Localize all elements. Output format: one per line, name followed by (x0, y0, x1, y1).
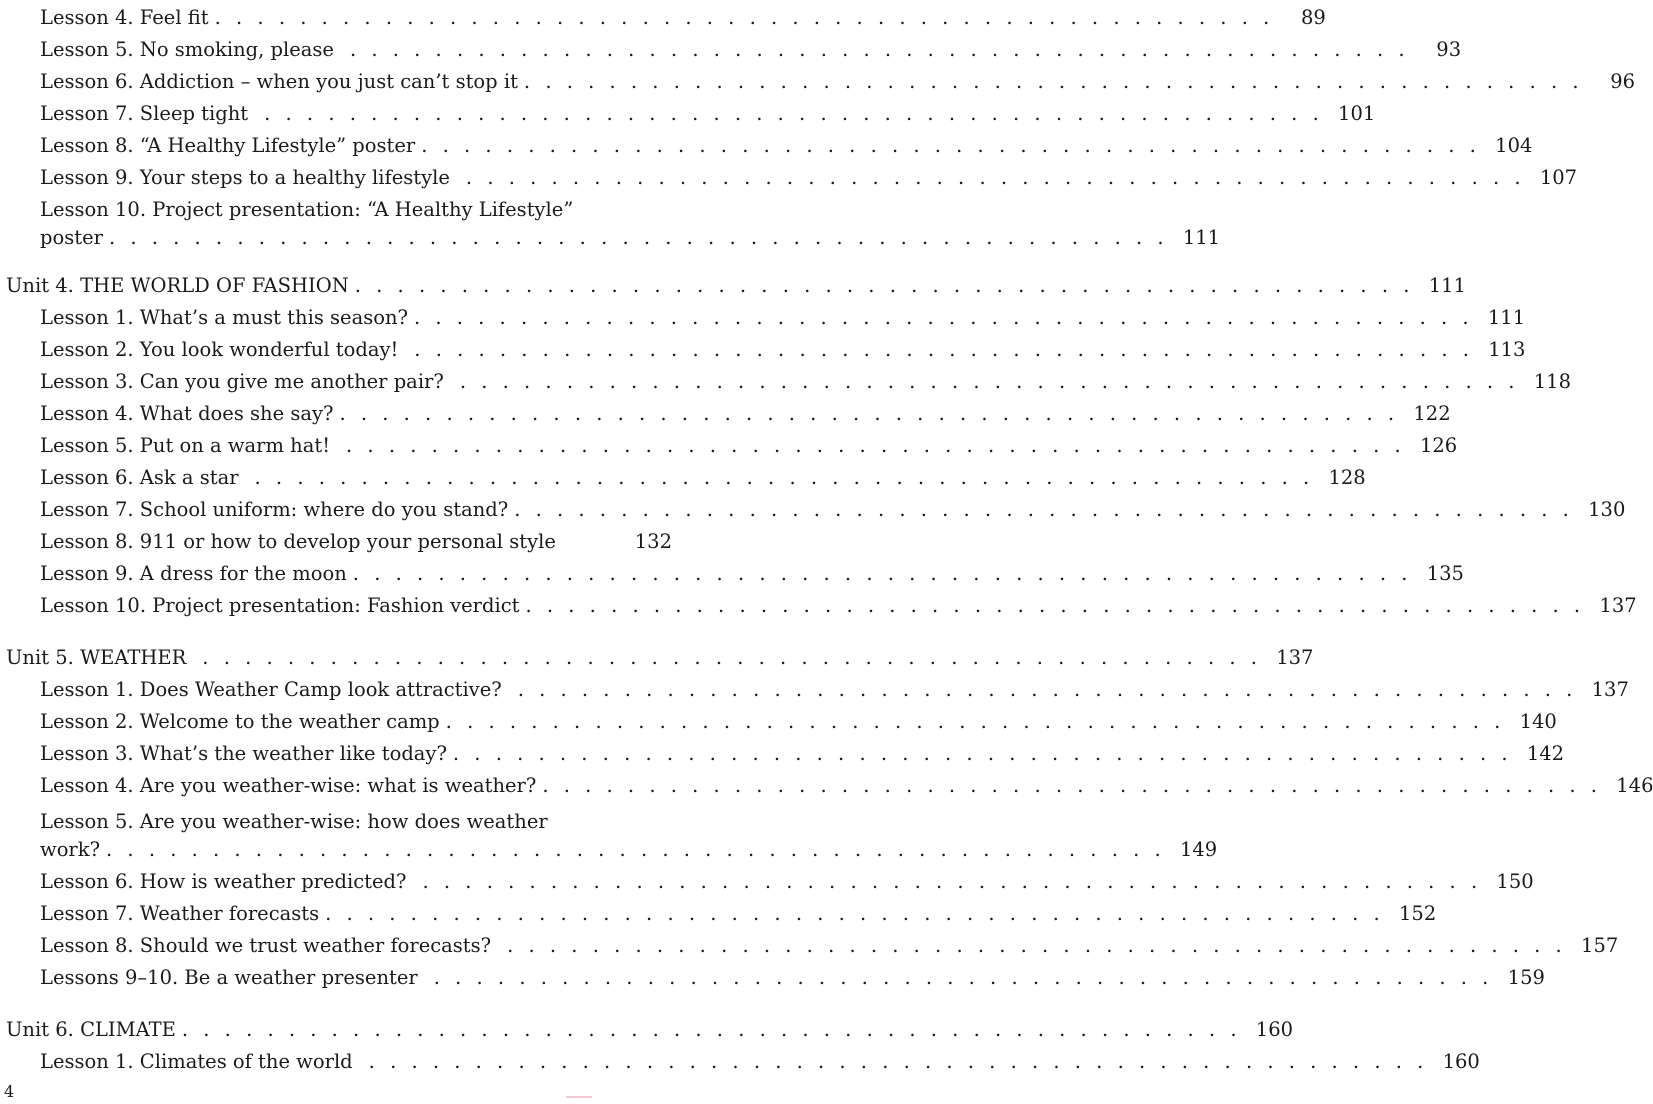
toc-entry-page: 89 (1300, 6, 1326, 29)
dot-leader: . . . . . . . . . . . . . . . . . . . . . . . . . . . . . . . . . . . . . . . . . . . . . . . . . . (264, 102, 1324, 125)
toc-entry-title: Lesson 6. Addiction – when you just can’t stop it (40, 70, 518, 93)
toc-entry-page: 152 (1399, 902, 1437, 925)
toc-entry-title: Lesson 1. Climates of the world (40, 1050, 353, 1073)
dot-leader: . . . . . . . . . . . . . . . . . . . . . . . . . . . . . . . . . . . . . . . . . . . . . . . . . . (433, 966, 1493, 989)
toc-entry-title: Lesson 4. Are you weather-wise: what is weather? (40, 774, 537, 797)
dot-leader: . . . . . . . . . . . . . . . . . . . . . . . . . . . . . . . . . . . . . . . . . . . . . . . . . . (517, 678, 1577, 701)
dot-leader: . . . . . . . . . . . . . . . . . . . . . . . . . . . . . . . . . . . . . . . . . . . . . . . . . . (202, 646, 1262, 669)
toc-entry-climate-lesson-1[interactable] (40, 1044, 1480, 1074)
toc-entry-lesson-7-sleep-tight[interactable] (40, 96, 1376, 126)
toc-entry-title: Lesson 2. Welcome to the weather camp (40, 710, 440, 733)
dot-leader: . . . . . . . . . . . . . . . . . . . . . . . . . . . . . . . . . . . . . . . . . . . . . . . . . . (106, 838, 1166, 861)
toc-entry-weather-lesson-7[interactable] (40, 896, 1437, 926)
toc-entry-fashion-lesson-5[interactable] (40, 428, 1458, 458)
dot-leader: . . . . . . . . . . . . . . . . . . . . . . . . . . . . . . . . . . . . . . . . . . . . . . . . . . (413, 306, 1474, 329)
toc-entry-title: Lesson 8. “A Healthy Lifestyle” poster (40, 134, 416, 157)
toc-entry-lesson-8-poster[interactable] (40, 128, 1533, 158)
toc-entry-fashion-lesson-10[interactable] (40, 588, 1637, 618)
toc-entry-page: 146 (1616, 774, 1653, 797)
toc-entry-page: 130 (1588, 498, 1626, 521)
toc-entry-fashion-lesson-8[interactable] (40, 524, 672, 554)
toc-entry-title: Lesson 5. No smoking, please (40, 38, 334, 61)
dot-leader: . . . . . . . . . . . . . . . . . . . . . . . . . . . . . . . . . . . . . . . . . . . . . . . . . . (452, 742, 1513, 765)
dot-leader: . . . . . . . . . . . . . . . . . . . . . . . . . . . . . . . . . . . . . . . . . . . . . . . . . . (542, 774, 1602, 797)
toc-entry-page: 137 (1591, 678, 1629, 701)
dot-leader: . . . . . . . . . . . . . . . . . . . . . . . . . . . . . . . . . . . . . . . . . . . . . . . . . . (507, 934, 1567, 957)
toc-entry-weather-lesson-5-line-2[interactable] (40, 832, 1218, 862)
toc-unit-6-climate[interactable] (6, 1012, 1294, 1042)
toc-entry-page: 101 (1338, 102, 1376, 125)
toc-entry-lesson-4-feel-fit[interactable] (40, 0, 1326, 30)
toc-unit-title: Unit 6. CLIMATE (6, 1018, 176, 1041)
dot-leader: . . . . . . . . . . . . . . . . . . . . . . . . . . . . . . . . . . . . . . . . . . . . . . . . . . (354, 274, 1414, 297)
toc-entry-weather-lesson-1[interactable] (40, 672, 1629, 702)
dot-leader: . . . . . . . . . . . . . . . . . . . . . . . . . . . . . . . . . . . . . . . . . . . . . . . . . . (346, 434, 1406, 457)
page-number: 4 (4, 1082, 15, 1101)
toc-entry-fashion-lesson-7[interactable] (40, 492, 1626, 522)
toc-entry-title: Lesson 9. Your steps to a healthy lifestyle (40, 166, 450, 189)
toc-entry-title: Lesson 5. Are you weather-wise: how does weather (40, 810, 548, 833)
toc-entry-title: Lesson 3. Can you give me another pair? (40, 370, 444, 393)
toc-entry-title: Lesson 6. How is weather predicted? (40, 870, 407, 893)
toc-entry-fashion-lesson-6[interactable] (40, 460, 1366, 490)
dot-leader: . . . . . . . . . . . . . . . . . . . . . . . . . . . . . . . . . . . . . . . . . . . . . . . . . . (445, 710, 1505, 733)
dot-leader: . . . . . . . . . . . . . . . . . . . . . . . . . . . . . . . . . . . . . . . . . . . . . . . . . . (421, 134, 1481, 157)
toc-entry-weather-lessons-9-10[interactable] (40, 960, 1545, 990)
toc-entry-fashion-lesson-3[interactable] (40, 364, 1571, 394)
toc-entry-weather-lesson-3[interactable] (40, 736, 1565, 766)
dot-leader: . . . . . . . . . . . . . . . . . . . . . . . . . . . . . . . . . . . . . . . . . . . . . . . . . . (465, 166, 1526, 189)
toc-entry-title: Lesson 8. 911 or how to develop your personal style (40, 530, 556, 553)
toc-entry-title-continued: poster (40, 226, 103, 249)
toc-entry-fashion-lesson-1[interactable] (40, 300, 1526, 330)
toc-unit-title: Unit 4. THE WORLD OF FASHION (6, 274, 349, 297)
toc-entry-page: 111 (1182, 226, 1221, 249)
dot-leader: . . . . . . . . . . . . . . . . . . . . . . . . . . . . . . . . . . . . . . . . . . . . . . . . . . (181, 1018, 1242, 1041)
toc-entry-title: Lesson 7. School uniform: where do you stand? (40, 498, 509, 521)
dot-leader: . . . . . . . . . . . . . . . . . . . . . . . . . . . . . . . . . . . . . . . . . . . . . . . . . . (352, 562, 1412, 585)
toc-entry-page: 137 (1599, 594, 1637, 617)
toc-entry-title: Lesson 10. Project presentation: Fashion verdict (40, 594, 520, 617)
toc-unit-4-fashion[interactable] (6, 268, 1466, 298)
dot-leader: . . . . . . . . . . . . . . . . . . . . . . . . . . . . . . . . . . . . . . . . . . . . . . . . . . (339, 402, 1399, 425)
dot-leader: . . . . . . . . . . . . . . . . . . . . . . . . . . . . . . . . . . . . . . . . . . . . . . . . . . (459, 370, 1519, 393)
toc-entry-title: Lesson 8. Should we trust weather forecasts? (40, 934, 492, 957)
toc-entry-title: Lesson 1. What’s a must this season? (40, 306, 408, 329)
toc-entry-page: 137 (1276, 646, 1314, 669)
toc-entry-page: 132 (634, 530, 672, 553)
dot-leader: . . . . . . . . . . . . . . . . . . . . . . . . . . . . . . . . . . . . . . . . . . . . . . . . . . (214, 6, 1274, 29)
decorative-mark (566, 1096, 592, 1098)
dot-leader: . . . . . . . . . . . . . . . . . . . . . . . . . . . . . . . . . . . . . . . . . . . . . . . . . . (108, 226, 1169, 249)
toc-entry-page: 111 (1487, 306, 1526, 329)
toc-entry-page: 128 (1328, 466, 1366, 489)
toc-entry-page: 111 (1428, 274, 1466, 297)
toc-entry-weather-lesson-4[interactable] (40, 768, 1653, 798)
dot-leader: . . . . . . . . . . . . . . . . . . . . . . . . . . . . . . . . . . . . . . . . . . . . . . . . . . (349, 38, 1410, 61)
toc-entry-title: Lesson 2. You look wonderful today! (40, 338, 399, 361)
toc-entry-fashion-lesson-2[interactable] (40, 332, 1526, 362)
toc-entry-title-continued: work? (40, 838, 101, 861)
toc-entry-lesson-10-project-line-2[interactable] (40, 220, 1221, 250)
toc-entry-page: 159 (1507, 966, 1545, 989)
toc-entry-fashion-lesson-9[interactable] (40, 556, 1464, 586)
toc-entry-fashion-lesson-4[interactable] (40, 396, 1451, 426)
toc-entry-page: 126 (1419, 434, 1458, 457)
toc-entry-weather-lesson-8[interactable] (40, 928, 1619, 958)
toc-entry-lesson-10-project-line-1[interactable] (40, 192, 672, 222)
dot-leader: . . . . . . . . . . . . . . . . . . . . . . . . . . . . . . . . . . . . . . . . . . . . . . . . . . (525, 594, 1585, 617)
toc-entry-weather-lesson-5-line-1[interactable] (40, 804, 672, 834)
toc-entry-title: Lesson 7. Weather forecasts (40, 902, 320, 925)
toc-entry-page: 96 (1610, 70, 1636, 93)
dot-leader: . . . . . . . . . . . . . . . . . . . . . . . . . . . . . . . . . . . . . . . . . . . . . . . . . . (368, 1050, 1428, 1073)
toc-entry-page: 142 (1526, 742, 1565, 765)
toc-entry-page: 118 (1533, 370, 1571, 393)
toc-entry-page: 149 (1179, 838, 1218, 861)
toc-unit-title: Unit 5. WEATHER (6, 646, 187, 669)
dot-leader: . . . . . . . . . . . . . . . . . . . . . . . . . . . . . . . . . . . . . . . . . . . . . . . . . . (325, 902, 1385, 925)
toc-entry-weather-lesson-6[interactable] (40, 864, 1534, 894)
toc-entry-title: Lesson 9. A dress for the moon (40, 562, 347, 585)
dot-leader: . . . . . . . . . . . . . . . . . . . . . . . . . . . . . . . . . . . . . . . . . . . . . . . . . . (523, 70, 1584, 93)
toc-entry-title: Lessons 9–10. Be a weather presenter (40, 966, 418, 989)
toc-entry-page: 93 (1436, 38, 1462, 61)
toc-entry-title: Lesson 1. Does Weather Camp look attractive? (40, 678, 502, 701)
dot-leader: . . . . . . . . . . . . . . . . . . . . . . . . . . . . . . . . . . . . . . . . . . . . . . . . . . (422, 870, 1482, 893)
toc-entry-weather-lesson-2[interactable] (40, 704, 1557, 734)
toc-entry-page: 107 (1539, 166, 1578, 189)
toc-entry-page: 140 (1519, 710, 1557, 733)
toc-entry-lesson-9-steps[interactable] (40, 160, 1578, 190)
dot-leader: . . . . . . . . . . . . . . . . . . . . . . . . . . . . . . . . . . . . . . . . . . . . . . . . . . (414, 338, 1474, 361)
toc-entry-page: 150 (1496, 870, 1534, 893)
toc-entry-page: 160 (1255, 1018, 1294, 1041)
toc-entry-page: 104 (1495, 134, 1533, 157)
dot-leader: . . . . . . . . . . . . . . . . . . . . . . . . . . . . . . . . . . . . . . . . . . . . . . . . . . (254, 466, 1314, 489)
toc-entry-title: Lesson 4. Feel fit (40, 6, 209, 29)
toc-entry-title: Lesson 4. What does she say? (40, 402, 334, 425)
toc-entry-title: Lesson 6. Ask a star (40, 466, 239, 489)
dot-leader: . . . . . . . . . . . . . . . . . . . . . . . . . . . . . . . . . . . . . . . . . . . . . . . . . . (514, 498, 1574, 521)
toc-entry-page: 135 (1426, 562, 1464, 585)
toc-unit-5-weather[interactable] (6, 640, 1314, 670)
toc-entry-page: 157 (1581, 934, 1619, 957)
toc-entry-title: Lesson 5. Put on a warm hat! (40, 434, 331, 457)
toc-entry-page: 122 (1413, 402, 1451, 425)
toc-entry-title: Lesson 7. Sleep tight (40, 102, 249, 125)
toc-entry-lesson-6-addiction[interactable] (40, 64, 1636, 94)
toc-entry-title: Lesson 3. What’s the weather like today? (40, 742, 447, 765)
toc-entry-page: 160 (1442, 1050, 1480, 1073)
toc-entry-page: 113 (1488, 338, 1526, 361)
toc-entry-title: Lesson 10. Project presentation: “A Healthy Lifestyle” (40, 198, 574, 221)
toc-entry-lesson-5-no-smoking[interactable] (40, 32, 1462, 62)
